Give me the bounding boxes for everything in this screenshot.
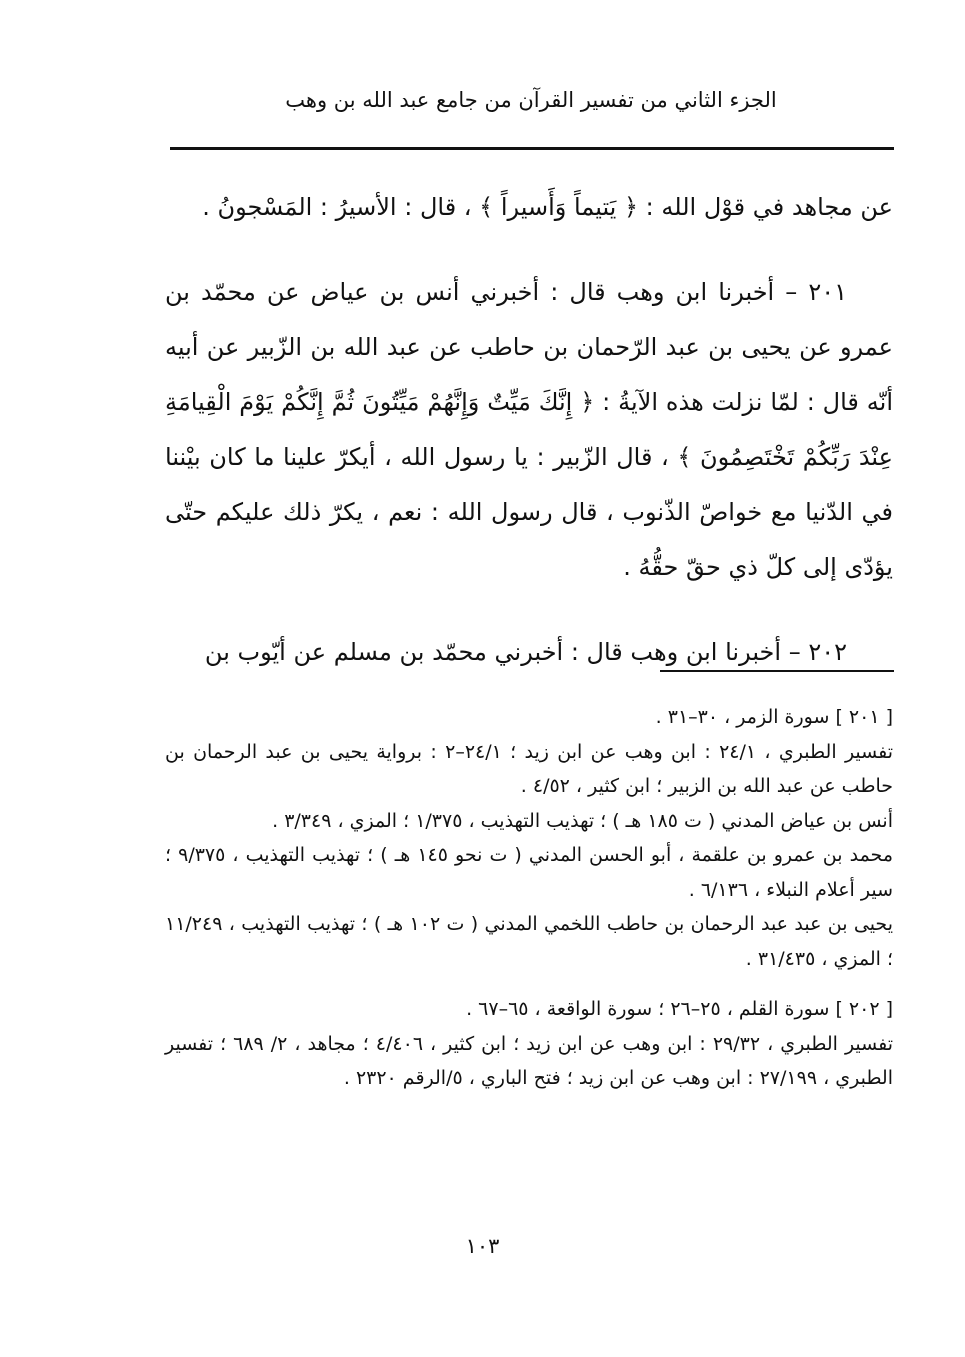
page-number: ١٠٣ xyxy=(465,1234,500,1258)
paragraph-202-text: ٢٠٢ – أخبرنا ابن وهب قال : أخبرني محمّد بن مسلم عن أيّوب بن xyxy=(204,638,847,666)
header-rule xyxy=(170,147,894,150)
footnote-202-tabari: تفسير الطبري ، ٢٩/٣٢ : ابن وهب عن ابن زيد ؛ ابن كثير ، ٤/٤٠٦ ؛ مجاهد ، ٢/ ٦٨٩ ؛ تفسير الطبري ، ٢٧/١٩٩ : ابن وهب عن ابن زيد ؛ فتح الباري ، ٥/الرقم ٢٣٢٠ . xyxy=(165,1032,894,1089)
running-header: الجزء الثاني من تفسير القرآن من جامع عبد الله بن وهب xyxy=(285,88,777,112)
footnote-201-anas: أنس بن عياض المدني ( ت ١٨٥ هـ ) ؛ تهذيب التهذيب ، ١/٣٧٥ ؛ المزي ، ٣/٣٤٩ . xyxy=(272,809,893,832)
footnote-rule xyxy=(660,670,894,672)
paragraph-201 xyxy=(165,265,893,595)
footnote-201-tabari: تفسير الطبري ، ٢٤/١ : ابن وهب عن ابن زيد ؛ ٢٤/١–٢ : برواية يحيى بن عبد الرحمان بن حاطب عن عبد الله بن الزبير ؛ ابن كثير ، ٤/٥٢ . xyxy=(165,740,894,797)
paragraph-201-text: ٢٠١ – أخبرنا ابن وهب قال : أخبرني أنس بن عياض عن محمّد بن عمرو عن يحيى بن عبد الرّحمان بن حاطب عن عبد الله بن الزّبير عن أبيه أنّه قال : لمّا نزلت هذه الآيةُ : ﴿ إِنَّكَ مَيِّتٌ وَإِنَّهُمْ مَيِّتُونَ ثُمَّ إِنَّكُمْ يَوْمَ الْقِيامَةِ عِنْدَ رَبِّكُمْ تَخْتَصِمُونَ ﴾ ، قال الزّبير : يا رسول الله ، أيكرّ علينا ما كان بيْننا في الدّنيا مع خواصّ الذّنوب ، قال رسول الله : نعم ، يكرّ ذلك عليكم حتّى يؤدّى إلى كلّ ذي حقّ حقُّهُ . xyxy=(165,278,893,581)
paragraph-continuation: عن مجاهد في قوْل الله : ﴿ يَتيماً وَأَسيراً ﴾ ، قال : الأسيرُ : المَسْجونُ . xyxy=(202,193,893,221)
footnote-201-muhammad: محمد بن عمرو بن علقمة ، أبو الحسن المدني ( ت نحو ١٤٥ هـ ) ؛ تهذيب التهذيب ، ٩/٣٧٥ ؛ سير أعلام النبلاء ، ٦/١٣٦ . xyxy=(165,844,893,901)
footnote-202-ref: [ ٢٠٢ ] سورة القلم ، ٢٥–٢٦ ؛ سورة الواقعة ، ٦٥–٦٧ . xyxy=(466,998,893,1020)
footnote-201-yahya: يحيى بن عبد عبد الرحمان بن حاطب اللخمي المدني ( ت ١٠٢ هـ ) ؛ تهذيب التهذيب ، ١١/٢٤٩ ؛ المزي ، ٣١/٤٣٥ . xyxy=(165,913,893,970)
footnotes xyxy=(165,700,893,1096)
main-text xyxy=(165,180,893,680)
footnote-201-ref: [ ٢٠١ ] سورة الزمر ، ٣٠–٣١ . xyxy=(655,706,893,728)
